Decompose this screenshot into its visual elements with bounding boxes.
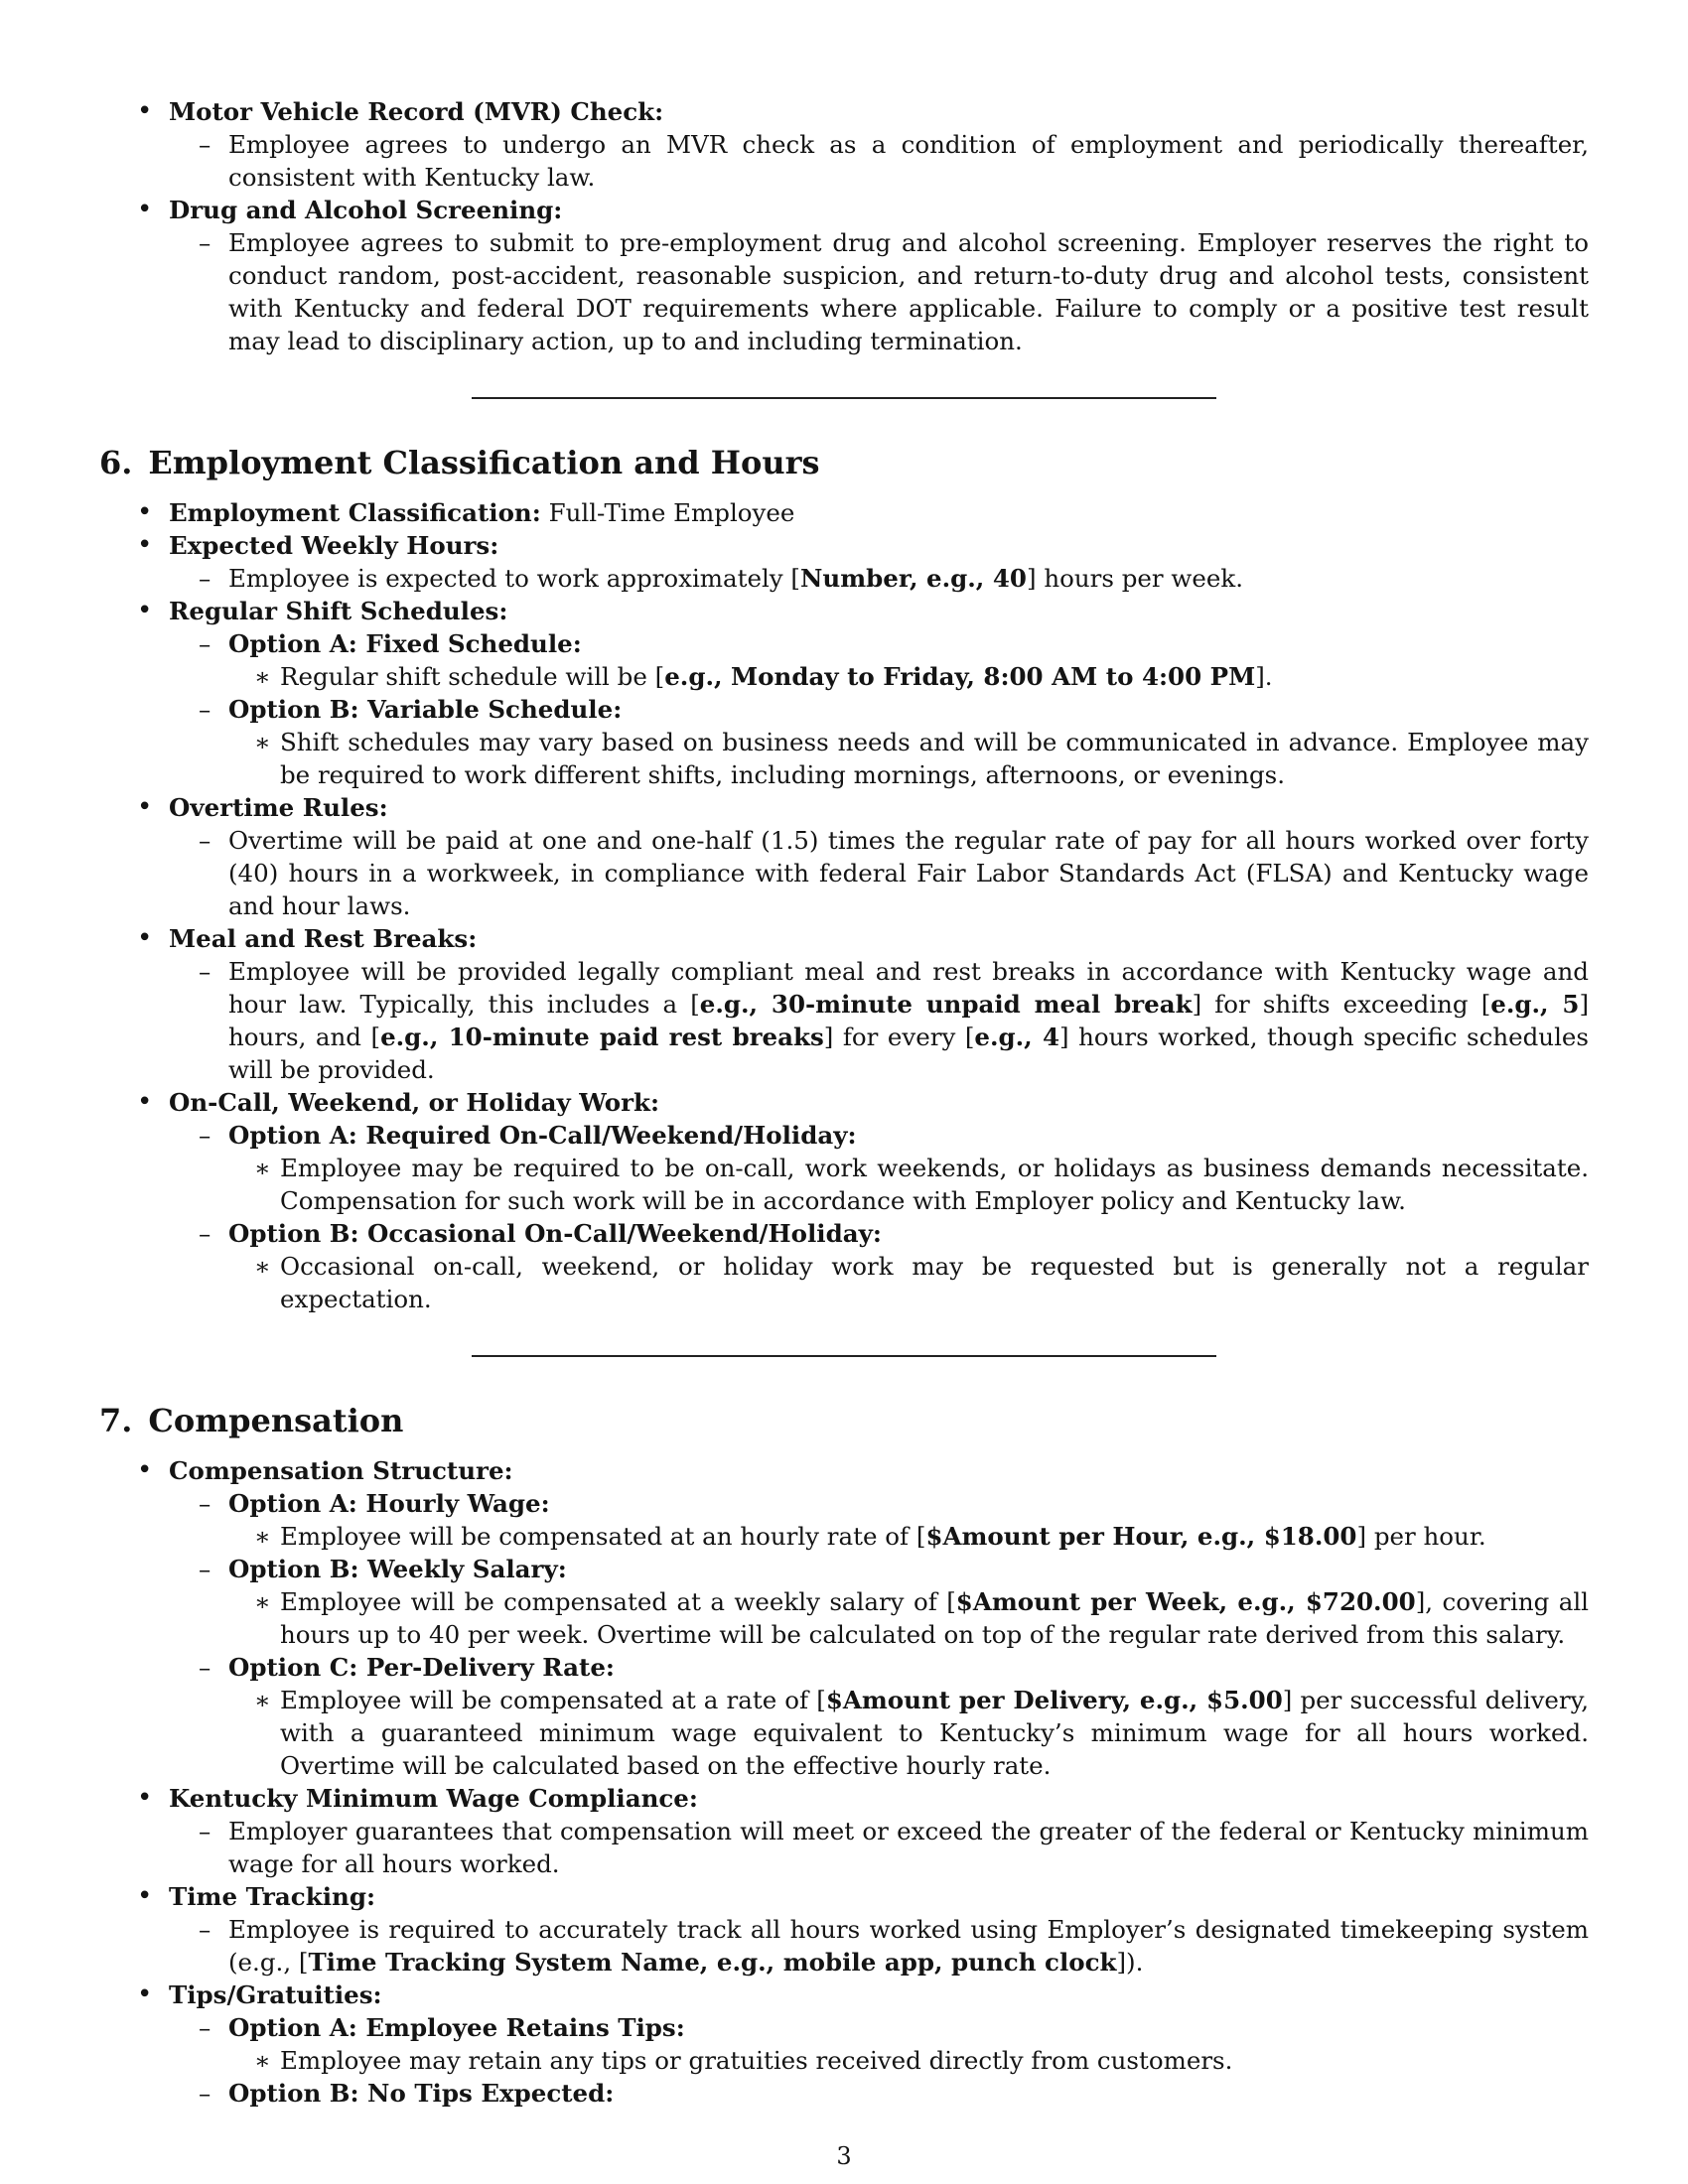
item-label: Time Tracking: <box>169 1882 375 1911</box>
option-label: Option A: Fixed Schedule: <box>228 629 582 658</box>
list-subitem <box>99 2011 1589 2044</box>
item-label: Motor Vehicle Record (MVR) Check: <box>169 97 664 126</box>
option-label: Option B: Occasional On-Call/Weekend/Holiday: <box>228 1219 882 1248</box>
item-text: ∗ Occasional on-call, weekend, or holiday work may be requested but is generally not a regular expectation. <box>280 1252 1589 1313</box>
page-number: 3 <box>836 2142 852 2170</box>
text-run: Employee is required to accurately track all hours worked using Employer’s designated timekeeping system (e.g., [ <box>228 1915 1589 1977</box>
list-subitem <box>99 824 1589 922</box>
list-item <box>99 529 1589 562</box>
section-7-list <box>99 1454 1589 2110</box>
text-run: Regular shift schedule will be [ <box>280 662 665 691</box>
list-subsubitem <box>99 1520 1589 1553</box>
list-subitem <box>99 128 1589 194</box>
list-subsubitem <box>99 1684 1589 1782</box>
text-run: Employee will be provided legally compliant meal and rest breaks in accordance with Kentucky wage and hour law. Typically, this includes a [ <box>228 957 1589 1019</box>
placeholder-text: e.g., 10-minute paid rest breaks <box>380 1023 824 1051</box>
placeholder-text: e.g., Monday to Friday, 8:00 AM to 4:00 PM <box>664 662 1256 691</box>
section-title: Employment Classification and Hours <box>148 444 820 481</box>
option-label: Option C: Per-Delivery Rate: <box>228 1653 615 1682</box>
option-label: Option A: Employee Retains Tips: <box>228 2013 685 2042</box>
placeholder-text: Number, e.g., 40 <box>800 564 1027 593</box>
list-item <box>99 1880 1589 1913</box>
placeholder-text: $Amount per Week, e.g., $720.00 <box>955 1587 1416 1616</box>
item-label: Compensation Structure: <box>169 1456 513 1485</box>
item-text <box>280 1520 1589 1553</box>
item-label: Expected Weekly Hours: <box>169 531 499 560</box>
list-subitem <box>99 562 1589 595</box>
list-item <box>99 1086 1589 1119</box>
text-run: ] per hour. <box>1356 1522 1486 1551</box>
list-subitem <box>99 955 1589 1086</box>
list-item <box>99 496 1589 529</box>
text-run: Employee will be compensated at a rate of [ <box>280 1686 826 1714</box>
text-run: ] per successful delivery, with a guaranteed minimum wage equivalent to Kentucky’s minimum wage for all hours worked. Overtime will be calculated based on the effective hourly rate. <box>280 1686 1589 1780</box>
item-label: On-Call, Weekend, or Holiday Work: <box>169 1088 660 1117</box>
list-subitem <box>99 1913 1589 1979</box>
text-run: ] hours, and [ <box>228 990 1590 1051</box>
list-subsubitem <box>99 1585 1589 1651</box>
option-label: Option A: Hourly Wage: <box>228 1489 550 1518</box>
document-page <box>99 95 1589 2110</box>
item-text: ∗ Employee may be required to be on-call, work weekends, or holidays as business demands necessitate. Compensation for such work will be in accordance with Employer policy and Kentucky law. <box>280 1154 1589 1215</box>
section-heading <box>99 443 1589 482</box>
option-label: Option A: Required On-Call/Weekend/Holiday: <box>228 1121 857 1150</box>
section-divider <box>472 397 1216 399</box>
item-text <box>280 660 1589 693</box>
item-label: Regular Shift Schedules: <box>169 597 508 625</box>
section-divider <box>472 1355 1216 1357</box>
option-label: Option B: Weekly Salary: <box>228 1555 567 1583</box>
placeholder-text: $Amount per Hour, e.g., $18.00 <box>925 1522 1357 1551</box>
list-subitem <box>99 226 1589 357</box>
list-subitem <box>99 2077 1589 2110</box>
item-text: – Employee agrees to undergo an MVR check as a condition of employment and periodically thereafter, consistent with Kentucky law. <box>228 130 1589 192</box>
placeholder-text: e.g., 5 <box>1490 990 1580 1019</box>
list-subitem <box>99 1119 1589 1152</box>
item-label: Meal and Rest Breaks: <box>169 924 478 953</box>
list-subitem <box>99 1553 1589 1585</box>
item-text: ∗ Shift schedules may vary based on business needs and will be communicated in advance. Employee may be required to work different shifts, including mornings, afternoons, or evenings. <box>280 728 1589 789</box>
item-text: – Employee agrees to submit to pre-employment drug and alcohol screening. Employer reserves the right to conduct random, post-accident, reasonable suspicion, and return-to-duty drug and alcohol tests, consistent with Kentucky and federal DOT requirements where applicable. Failure to comply or a positive test result may lead to disciplinary action, up to and including termination. <box>228 228 1589 355</box>
item-label: Kentucky Minimum Wage Compliance: <box>169 1784 698 1813</box>
list-item <box>99 1454 1589 1487</box>
list-item <box>99 922 1589 955</box>
list-subsubitem <box>99 726 1589 791</box>
text-run: ]). <box>1116 1948 1144 1977</box>
section-title: Compensation <box>148 1402 404 1439</box>
list-item <box>99 595 1589 627</box>
section-number: 6. <box>99 444 133 481</box>
top-list <box>99 95 1589 357</box>
text-run: Employee will be compensated at a weekly salary of [ <box>280 1587 956 1616</box>
text-run: ] for every [ <box>823 1023 975 1051</box>
item-text <box>228 562 1589 595</box>
list-item <box>99 791 1589 824</box>
text-run: Employee is expected to work approximately [ <box>228 564 800 593</box>
list-subsubitem <box>99 1152 1589 1217</box>
option-label: Option B: No Tips Expected: <box>228 2079 615 2108</box>
text-run: ] for shifts exceeding [ <box>1192 990 1491 1019</box>
item-text <box>228 955 1589 1086</box>
text-run: ] hours per week. <box>1026 564 1243 593</box>
list-item <box>99 95 1589 128</box>
list-item <box>99 1782 1589 1815</box>
list-subitem <box>99 627 1589 660</box>
text-run: ] hours worked, though specific schedules will be provided. <box>228 1023 1589 1084</box>
list-subsubitem <box>99 660 1589 693</box>
list-subitem <box>99 1487 1589 1520</box>
section-6-list <box>99 496 1589 1315</box>
list-subitem <box>99 693 1589 726</box>
placeholder-text: e.g., 30-minute unpaid meal break <box>699 990 1193 1019</box>
placeholder-text: $Amount per Delivery, e.g., $5.00 <box>825 1686 1283 1714</box>
section-heading <box>99 1401 1589 1440</box>
text-run: Employee will be compensated at an hourly rate of [ <box>280 1522 926 1551</box>
item-value: Full-Time Employee <box>548 498 795 527</box>
text-run: ], covering all hours up to 40 per week. Overtime will be calculated on top of the regular rate derived from this salary. <box>280 1587 1590 1649</box>
option-label: Option B: Variable Schedule: <box>228 695 623 724</box>
item-label: Employment Classification: <box>169 498 541 527</box>
text-run: ]. <box>1255 662 1273 691</box>
item-text <box>280 1585 1589 1651</box>
placeholder-text: e.g., 4 <box>974 1023 1060 1051</box>
item-label: Drug and Alcohol Screening: <box>169 196 563 224</box>
list-subitem <box>99 1651 1589 1684</box>
item-label: Tips/Gratuities: <box>169 1980 382 2009</box>
list-subsubitem <box>99 2044 1589 2077</box>
item-label: Overtime Rules: <box>169 793 388 822</box>
item-text <box>280 1684 1589 1782</box>
placeholder-text: Time Tracking System Name, e.g., mobile app, punch clock <box>308 1948 1117 1977</box>
list-item <box>99 194 1589 226</box>
list-subitem <box>99 1815 1589 1880</box>
item-text: ∗ Employee may retain any tips or gratuities received directly from customers. <box>280 2046 1233 2075</box>
item-text <box>228 1913 1589 1979</box>
list-subsubitem <box>99 1250 1589 1315</box>
list-item <box>99 1979 1589 2011</box>
list-subitem <box>99 1217 1589 1250</box>
section-number: 7. <box>99 1402 133 1439</box>
item-text: – Overtime will be paid at one and one-half (1.5) times the regular rate of pay for all hours worked over forty (40) hours in a workweek, in compliance with federal Fair Labor Standards Act (FLSA) and Kentucky wage and hour laws. <box>228 826 1589 920</box>
item-text: – Employer guarantees that compensation will meet or exceed the greater of the federal or Kentucky minimum wage for all hours worked. <box>228 1817 1589 1878</box>
